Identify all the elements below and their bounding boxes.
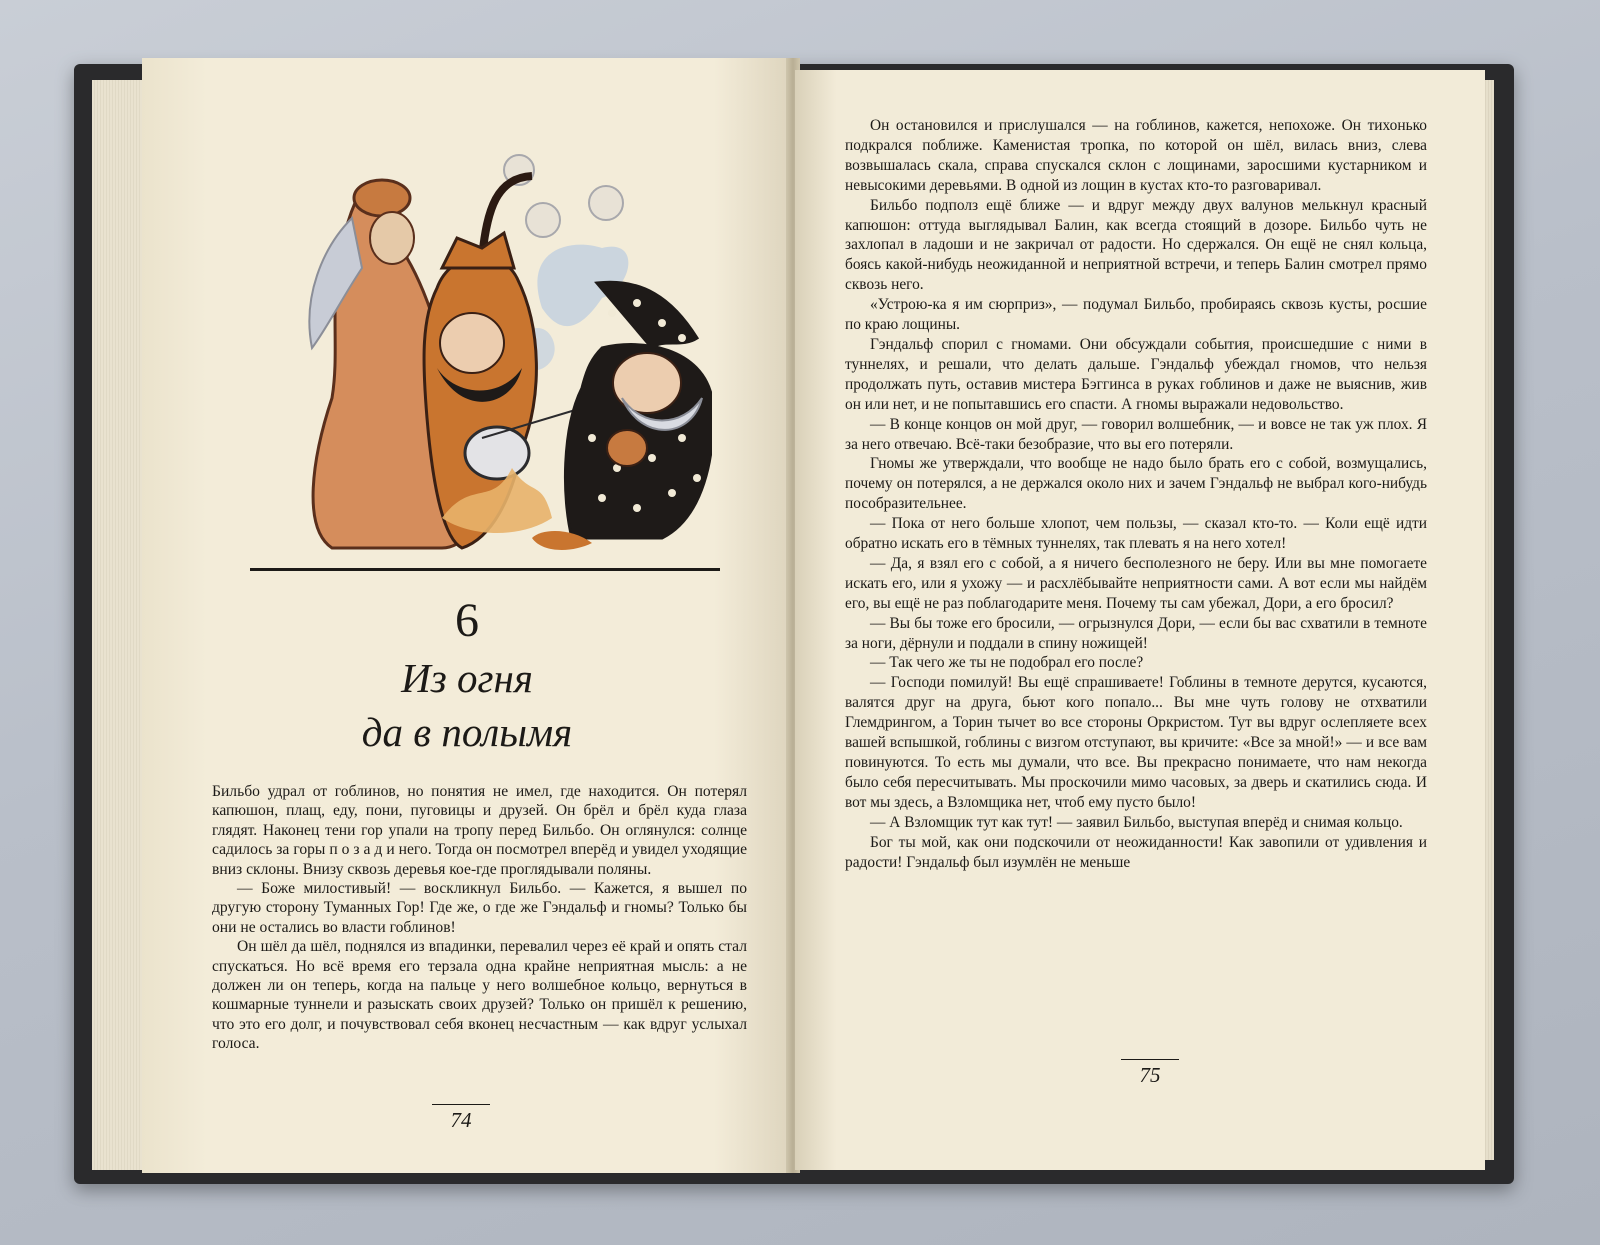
paragraph: — А Взломщик тут как тут! — заявил Бильбо, выступая вперёд и снимая кольцо. <box>870 813 1403 831</box>
chapter-title-line1: Из огня <box>401 655 533 701</box>
left-body-text <box>212 782 747 1054</box>
right-page <box>795 70 1485 1170</box>
paragraph: Он остановился и прислушался — на гоблинов, кажется, непохоже. Он тихонько подкрался поближе. Каменистая тропка, по которой он шёл, вилась вниз, слева возвышалась скала, справа спускался склон с лощинами, заросшими кустарником и невысокими деревьями. В одной из лощин в кустах кто-то разговаривал. <box>845 117 1427 194</box>
page-number-rule <box>432 1104 490 1105</box>
paragraph: — В конце концов он мой друг, — говорил волшебник, — и вовсе не так уж плох. Я за него отвечаю. Всё-таки безобразие, что вы его потеряли. <box>845 415 1427 453</box>
chapter-illustration <box>242 98 712 568</box>
page-number-rule <box>1121 1059 1179 1060</box>
left-page <box>142 58 792 1173</box>
paragraph: — Боже милостивый! — воскликнул Бильбо. — Кажется, я вышел по другую сторону Туманных Гор! Где же, о где же Гэндальф и гномы? Только бы они не остались во власти гоблинов! <box>212 880 747 936</box>
paragraph: Бильбо подполз ещё ближе — и вдруг между двух валунов мелькнул красный капюшон: оттуда выглядывал Балин, как всегда стоящий в дозоре. Бильбо чуть не захлопал в ладоши и не закричал от радости. Но сдержался. Он ещё не снял кольца, боясь какой-нибудь неожиданной и неприятной встречи, и теперь Балин смотрел прямо сквозь него. <box>845 196 1427 294</box>
page-edges-left <box>92 80 142 1170</box>
chapter-rule <box>250 568 720 571</box>
paragraph: — Вы бы тоже его бросили, — огрызнулся Дори, — если бы вас схватили в темноте за ноги, дёрнули и поддали в спину ножищей! <box>845 614 1427 652</box>
chapter-number: 6 <box>455 594 479 647</box>
paragraph: Гномы же утверждали, что вообще не надо было брать его с собой, возмущались, почему он потерялся, а не держался около них и зачем Гэндальф не выбрал кого-нибудь пособразительнее. <box>845 455 1427 513</box>
chapter-title-line2: да в полымя <box>361 709 573 755</box>
chapter-title <box>142 651 792 759</box>
paragraph: Бог ты мой, как они подскочили от неожиданности! Как завопили от удивления и радости! Гэндальф был изумлён не меньше <box>845 833 1427 871</box>
paragraph: Гэндальф спорил с гномами. Они обсуждали события, происшедшие с ними в туннелях, и решали, что делать дальше. Гэндальф убеждал гномов, что нельзя продолжать путь, оставив мистера Бэггинса в руках гоблинов и даже не выяснив, жив он или нет, и не попытавшись его спасти. А гномы выражали недовольство. <box>845 335 1427 413</box>
paragraph: — Да, я взял его с собой, а я ничего бесполезного не беру. Или вы мне помогаете искать его, или я ухожу — и расхлёбывайте неприятности сами. А вот если мы найдём его, вы ещё не раз поблагодарите меня. Почему ты сам убежал, Дори, а его бросил? <box>845 554 1427 612</box>
paragraph: — Пока от него больше хлопот, чем пользы, — сказал кто-то. — Коли ещё идти обратно искать его в тёмных туннелях, так плевать я на него хотел! <box>845 515 1427 553</box>
paragraph: — Так чего же ты не подобрал его после? <box>870 654 1144 672</box>
paragraph: — Господи помилуй! Вы ещё спрашиваете! Гоблины в темноте дерутся, кусаются, валятся друг на друга, бьют кого попало... Вы мне чуть голову не отхватили Глемдрингом, а Торин тычет во все стороны Оркристом. Тут вы вдруг ослепляете всех вашей вспышкой, гоблины с визгом отступают, вы кричите: «Все за мной!» — и все вам повинуются. То есть мы думали, что все. Вы прекрасно понимаете, что нам некогда было себя пересчитывать. Мы проскочили мимо часовых, за дверь и скатились сюда. И вот мы здесь, а Взломщика нет, чтоб ему пусто было! <box>845 674 1427 811</box>
paragraph: Бильбо удрал от гоблинов, но понятия не имел, где находится. Он потерял капюшон, плащ, еду, пони, пуговицы и друзей. Он брёл и брёл куда глаза глядят. Наконец тени гор упали на тропу перед Бильбо. Он оглянулся: солнце садилось за горы п о з а д и него. Тогда он посмотрел вперёд и увидел уходящие вниз склоны. Внизу сквозь деревья кое-где проглядывали поляны. <box>212 783 747 878</box>
page-number: 74 <box>450 1108 472 1132</box>
right-body-text <box>845 116 1427 872</box>
page-number: 75 <box>1139 1063 1161 1087</box>
paragraph: «Устрою-ка я им сюрприз», — подумал Бильбо, пробираясь сквозь кусты, росшие по краю лощины. <box>845 296 1427 334</box>
paragraph: Он шёл да шёл, поднялся из впадинки, перевалил через её край и опять стал спускаться. Но всё время его терзала одна крайне неприятная мысль: а не должен ли он теперь, когда на пальце у него волшебное кольцо, вернуться в кошмарные туннели и разыскать своих друзей? Только он пришёл к решению, что это его долг, и почувствовал себя вконец несчастным — как вдруг услыхал голоса. <box>212 938 747 1053</box>
